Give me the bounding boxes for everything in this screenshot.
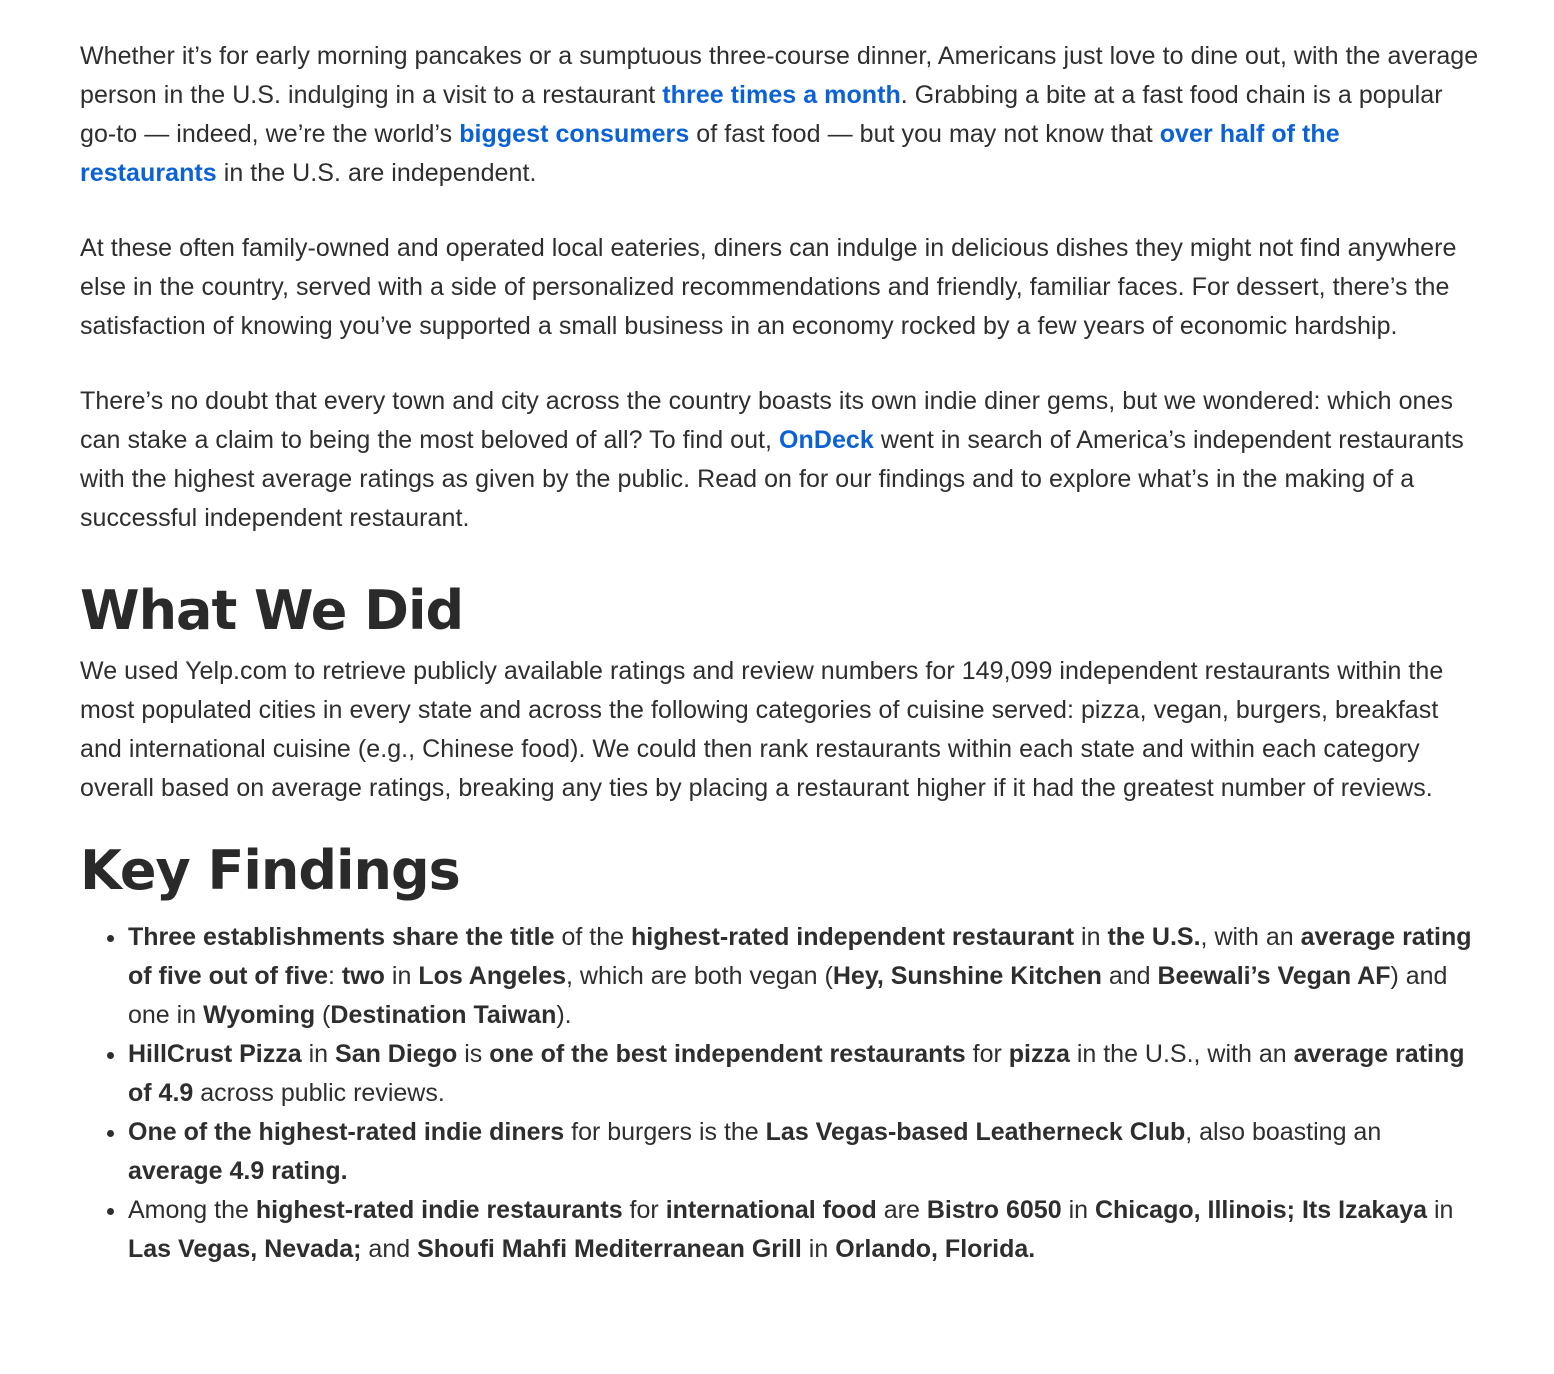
bold-text: Los Angeles bbox=[418, 962, 567, 990]
bold-text: highest-rated independent restaurant bbox=[630, 923, 1075, 951]
bold-text: two bbox=[341, 962, 385, 990]
bold-text: San Diego bbox=[335, 1040, 458, 1068]
text: in bbox=[1427, 1196, 1454, 1224]
bold-text: Hey, Sunshine Kitchen bbox=[832, 962, 1102, 990]
bold-text: Shoufi Mahfi Mediterranean Grill bbox=[417, 1235, 802, 1263]
text: : bbox=[328, 962, 342, 990]
intro-text: in the U.S. are independent. bbox=[216, 159, 537, 187]
text: in bbox=[301, 1040, 336, 1068]
finding-item-burgers bbox=[128, 1113, 1480, 1191]
intro-text: of fast food — but you may not know that bbox=[689, 120, 1160, 148]
key-findings-heading: Key Findings bbox=[80, 839, 460, 902]
bold-text: average rating of five out of five bbox=[128, 923, 1472, 990]
text: are bbox=[876, 1196, 927, 1224]
text: and bbox=[1101, 962, 1158, 990]
what-we-did-heading: What We Did bbox=[80, 579, 464, 642]
bold-text: One of the highest-rated indie diners bbox=[128, 1118, 565, 1146]
text: for bbox=[965, 1040, 1009, 1068]
finding-item-pizza bbox=[128, 1035, 1480, 1113]
search-text: There’s no doubt that every town and city across the country boasts its own indie diner gems, but we wondered: which ones can stake a claim to being the most beloved of all? To find out, bbox=[80, 387, 1454, 454]
biggest-consumers-link[interactable]: biggest consumers bbox=[459, 120, 690, 148]
bold-text: pizza bbox=[1008, 1040, 1070, 1068]
text: in bbox=[384, 962, 419, 990]
text: for burgers is the bbox=[564, 1118, 766, 1146]
text: is bbox=[457, 1040, 490, 1068]
bold-text: Wyoming bbox=[203, 1001, 316, 1029]
text: across public reviews. bbox=[193, 1079, 445, 1107]
bold-text: Las Vegas, Nevada; bbox=[128, 1235, 362, 1263]
text: , which are both vegan ( bbox=[566, 962, 833, 990]
bold-text: the U.S. bbox=[1107, 923, 1201, 951]
bold-text: Beewali’s Vegan AF bbox=[1157, 962, 1391, 990]
bold-text: Las Vegas-based Leatherneck Club bbox=[765, 1118, 1186, 1146]
text: , with an bbox=[1200, 923, 1301, 951]
ondeck-link[interactable]: OnDeck bbox=[779, 426, 874, 454]
bold-text: average rating of 4.9 bbox=[128, 1040, 1465, 1107]
bold-text: one of the best independent restaurants bbox=[489, 1040, 966, 1068]
bold-text: HillCrust Pizza bbox=[128, 1040, 302, 1068]
bold-text: Destination Taiwan bbox=[330, 1001, 557, 1029]
text: in the U.S., with an bbox=[1069, 1040, 1294, 1068]
bold-text: Bistro 6050 bbox=[926, 1196, 1062, 1224]
article-body bbox=[80, 37, 1480, 1269]
text: and bbox=[361, 1235, 418, 1263]
bold-text: Three establishments share the title bbox=[128, 923, 555, 951]
text: ( bbox=[315, 1001, 331, 1029]
text: ) and one in bbox=[128, 962, 1448, 1029]
text: Among the bbox=[128, 1196, 256, 1224]
over-half-restaurants-link[interactable]: over half of the restaurants bbox=[80, 120, 1340, 187]
bold-text: Chicago, Illinois; Its Izakaya bbox=[1094, 1196, 1428, 1224]
search-text: went in search of America’s independent restaurants with the highest average ratings as given by the public. Read on for our findings and to explore what’s in the making of a successful independent restaurant. bbox=[80, 426, 1464, 532]
text: in bbox=[1074, 923, 1108, 951]
text: in bbox=[801, 1235, 836, 1263]
bold-text: highest-rated indie restaurants bbox=[255, 1196, 623, 1224]
text: in bbox=[1061, 1196, 1095, 1224]
intro-text: Whether it’s for early morning pancakes or a sumptuous three-course dinner, Americans just love to dine out, with the average person in the U.S. indulging in a visit to a restaurant bbox=[80, 42, 1479, 109]
text: ). bbox=[556, 1001, 572, 1029]
text: for bbox=[622, 1196, 666, 1224]
text: of the bbox=[554, 923, 631, 951]
bold-text: Orlando, Florida. bbox=[835, 1235, 1036, 1263]
intro-paragraph bbox=[80, 37, 1480, 193]
finding-item-top-rated bbox=[128, 918, 1480, 1035]
bold-text: average 4.9 rating. bbox=[128, 1157, 348, 1185]
text: , also boasting an bbox=[1185, 1118, 1382, 1146]
intro-text: . Grabbing a bite at a fast food chain is a popular go-to — indeed, we’re the world’s bbox=[80, 81, 1443, 148]
methodology-paragraph: We used Yelp.com to retrieve publicly available ratings and review numbers for 149,099 independent restaurants within the most populated cities in every state and across the following categories of cuisine served: pizza, vegan, burgers, breakfast and international cuisine (e.g., Chinese food). We could then rank restaurants within each state and within each category overall based on average ratings, breaking any ties by placing a restaurant higher if it had the greatest number of reviews. bbox=[80, 657, 1444, 802]
key-findings-list bbox=[80, 918, 1480, 1269]
search-paragraph bbox=[80, 382, 1480, 538]
family-owned-paragraph: At these often family-owned and operated local eateries, diners can indulge in delicious dishes they might not find anywhere else in the country, served with a side of personalized recommendations and friendly, familiar faces. For dessert, there’s the satisfaction of knowing you’ve supported a small business in an economy rocked by a few years of economic hardship. bbox=[80, 234, 1457, 340]
three-times-a-month-link[interactable]: three times a month bbox=[662, 81, 901, 109]
bold-text: international food bbox=[665, 1196, 877, 1224]
finding-item-international bbox=[128, 1191, 1480, 1269]
